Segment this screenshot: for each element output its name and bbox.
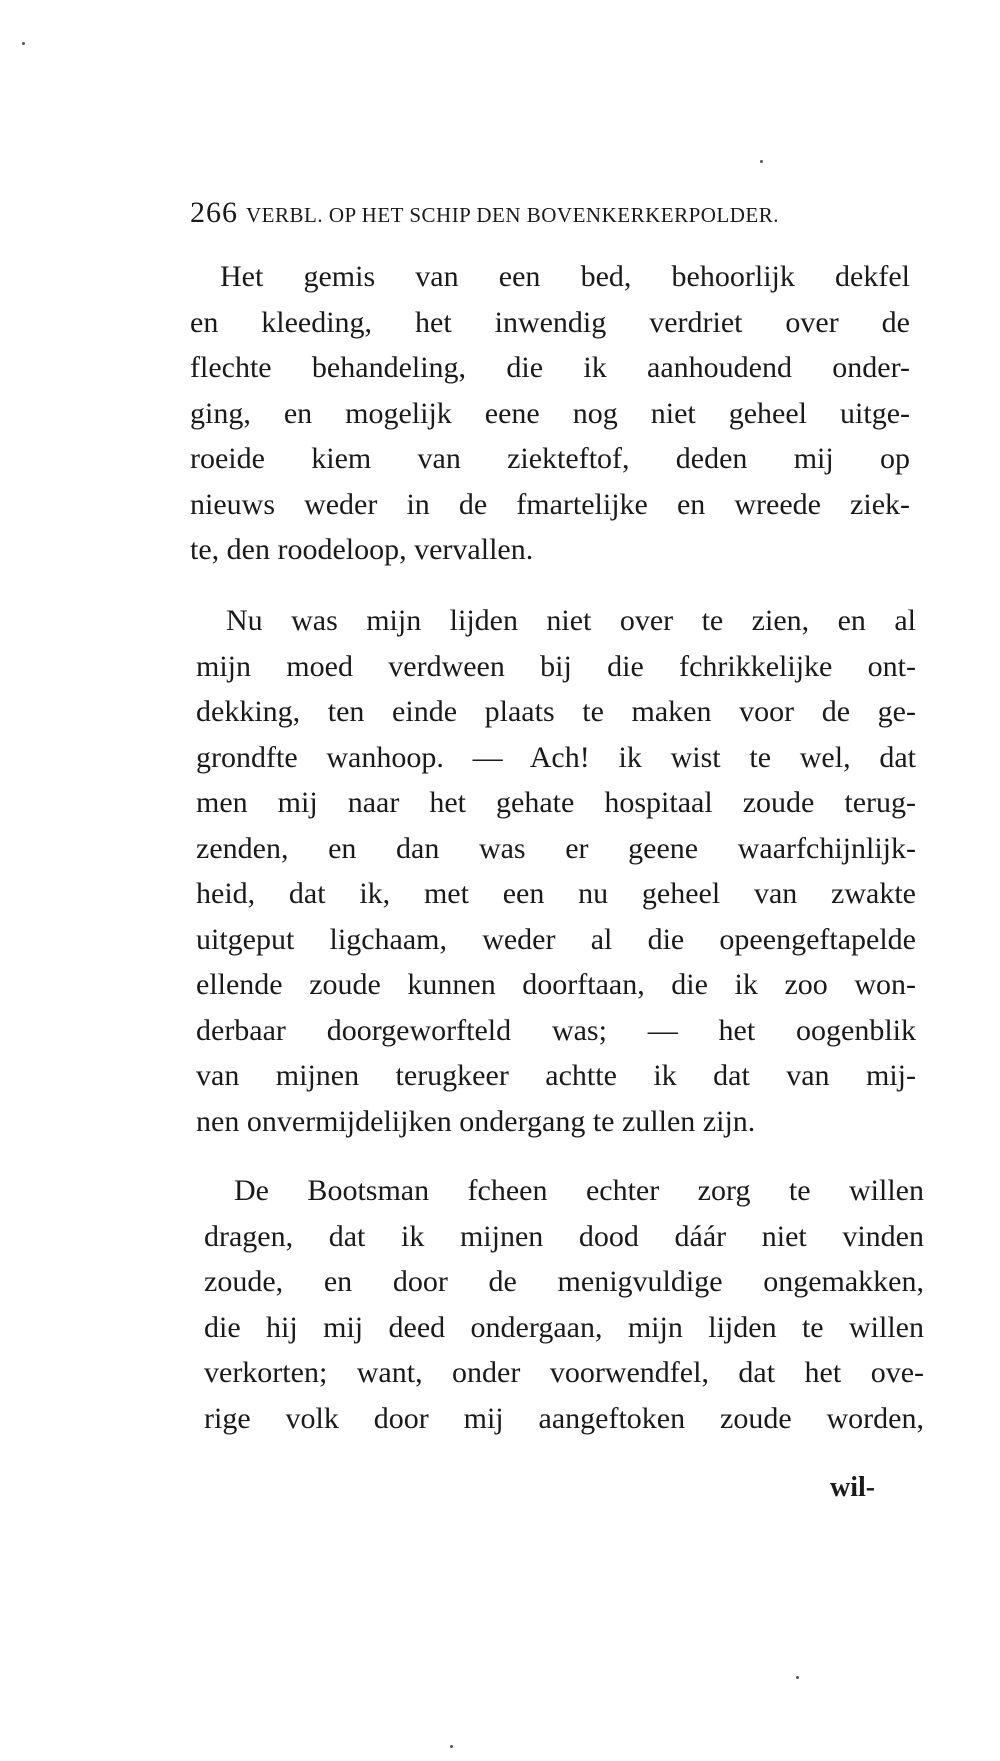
text-line: derbaar doorgeworfteld was; — het oogenblik: [196, 1013, 916, 1047]
text-line: die hij mij deed ondergaan, mijn lijden te willen: [204, 1310, 924, 1344]
text-line: verkorten; want, onder voorwendfel, dat het ove-: [204, 1356, 924, 1389]
text-line: zoude, en door de menigvuldige ongemakken,: [204, 1265, 924, 1298]
text-line: dekking, ten einde plaats te maken voor de ge-: [196, 695, 916, 728]
text-line: De Bootsman fcheen echter zorg te willen: [234, 1174, 924, 1207]
text-line: heid, dat ik, met een nu geheel van zwakte: [196, 877, 916, 910]
paragraph-1: [190, 254, 910, 573]
text-line: en kleeding, het inwendig verdriet over de: [190, 305, 910, 339]
page-speck: [760, 160, 763, 163]
text-line: nen onvermijdelijken ondergang te zullen zijn.: [196, 1104, 756, 1138]
page-header: [190, 196, 910, 230]
text-line: van mijnen terugkeer achtte ik dat van mij-: [196, 1059, 916, 1092]
text-line: uitgeput ligchaam, weder al die opeengeftapelde: [196, 922, 916, 956]
paragraph-2: [196, 598, 916, 1144]
paragraph-3: [204, 1168, 924, 1441]
text-line: zenden, en dan was er geene waarfchijnlijk-: [196, 831, 916, 865]
text-line: grondfte wanhoop. — Ach! ik wist te wel, dat: [196, 740, 916, 774]
text-line: flechte behandeling, die ik aanhoudend onder-: [190, 351, 910, 384]
text-line: rige volk door mij aangeftoken zoude worden,: [204, 1401, 924, 1435]
page-speck: [796, 1676, 799, 1679]
text-line: nieuws weder in de fmartelijke en wreede ziek-: [190, 487, 910, 521]
text-line: mijn moed verdween bij die fchrikkelijke ont-: [196, 649, 916, 683]
text-line: men mij naar het gehate hospitaal zoude terug-: [196, 786, 916, 819]
text-line: dragen, dat ik mijnen dood dáár niet vinden: [204, 1219, 924, 1253]
text-line: ellende zoude kunnen doorftaan, die ik zoo won-: [196, 968, 916, 1001]
text-line: roeide kiem van ziekteftof, deden mij op: [190, 442, 910, 475]
page-speck: [450, 1745, 453, 1748]
text-line: te, den roodeloop, vervallen.: [190, 533, 534, 566]
catchword: wil-: [830, 1472, 876, 1503]
running-head: VERBL. OP HET SCHIP DEN BOVENKERKERPOLDER.: [246, 203, 779, 227]
text-line: ging, en mogelijk eene nog niet geheel uitge-: [190, 396, 910, 430]
page-number: 266: [190, 196, 238, 229]
page-speck: [22, 42, 25, 45]
text-line: Nu was mijn lijden niet over te zien, en al: [226, 604, 916, 637]
text-line: Het gemis van een bed, behoorlijk dekfel: [220, 260, 910, 293]
